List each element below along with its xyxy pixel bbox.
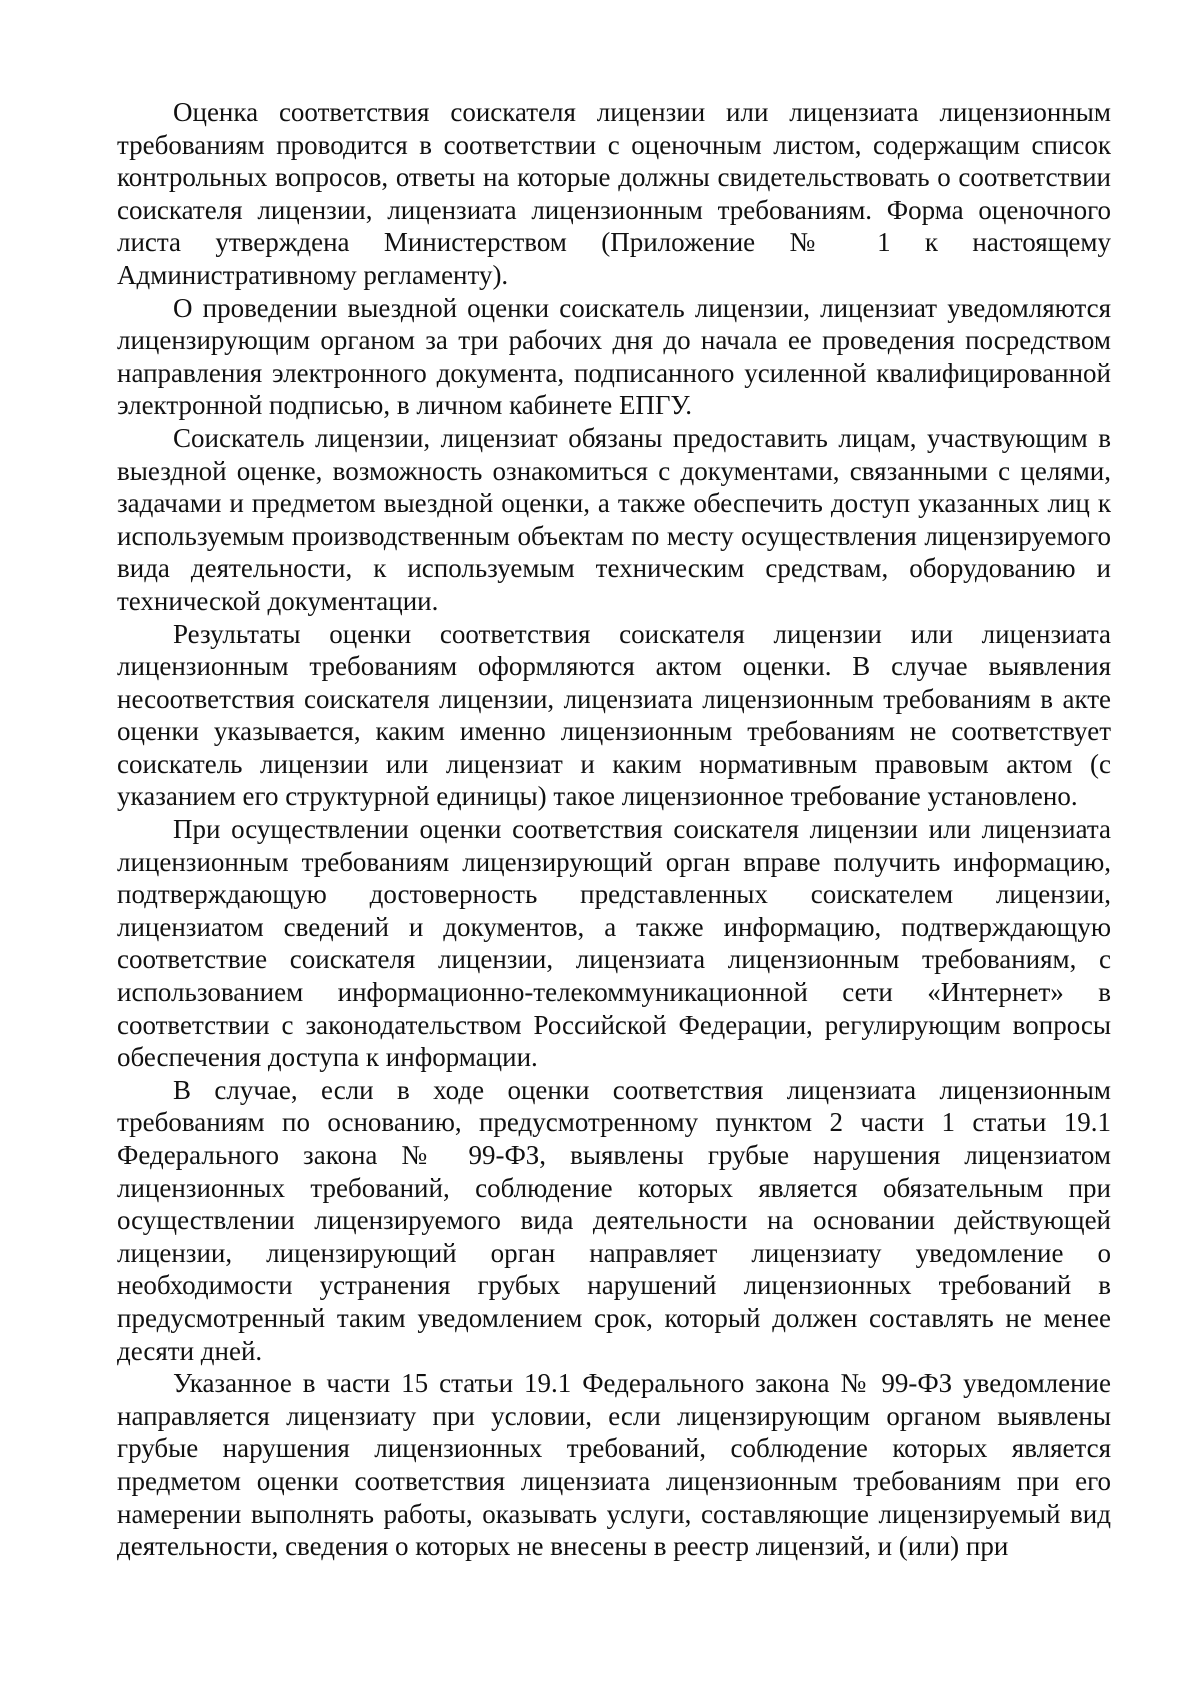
paragraph-assessment-form: Оценка соответствия соискателя лицензии или лицензиата лицензионным требованиям проводится в соответствии с оценочным листом, содержащим список контрольных вопросов, ответы на которые должны свидетельствовать о соответствии соискателя лицензии, лицензиата лицензионным требованиям. Форма оценочного листа утверждена Министерством (Приложение № 1 к настоящему Административному регламенту). [117,97,1111,290]
document-body [117,96,1111,1563]
paragraph-assessment-results: Результаты оценки соответствия соискателя лицензии или лицензиата лицензионным требованиям оформляются актом оценки. В случае выявления несоответствия соискателя лицензии, лицензиата лицензионным требованиям в акте оценки указывается, каким именно лицензионным требованиям не соответствует соискатель лицензии или лицензиат и каким нормативным правовым актом (с указанием его структурной единицы) такое лицензионное требование установлено. [117,618,1111,812]
paragraph-gross-violations: В случае, если в ходе оценки соответствия лицензиата лицензионным требованиям по основанию, предусмотренному пунктом 2 части 1 статьи 19.1 Федерального закона № 99-ФЗ, выявлены грубые нарушения лицензиатом лицензионных требований, соблюдение которых является обязательным при осуществлении лицензируемого вида деятельности на основании действующей лицензии, лицензирующий орган направляет лицензиату уведомление о необходимости устранения грубых нарушений лицензионных требований в предусмотренный таким уведомлением срок, который должен составлять не менее десяти дней. [117,1074,1111,1366]
paragraph-information-request: При осуществлении оценки соответствия соискателя лицензии или лицензиата лицензионным требованиям лицензирующий орган вправе получить информацию, подтверждающую достоверность представленных соискателем лицензии, лицензиатом сведений и документов, а также информацию, подтверждающую соответствие соискателя лицензии, лицензиата лицензионным требованиям, с использованием информационно-телекоммуникационной сети «Интернет» в соответствии с законодательством Российской Федерации, регулирующим вопросы обеспечения доступа к информации. [117,814,1111,1073]
paragraph-notification-conditions: Указанное в части 15 статьи 19.1 Федерального закона № 99-ФЗ уведомление направляется лицензиату при условии, если лицензирующим органом выявлены грубые нарушения лицензионных требований, соблюдение которых является предметом оценки соответствия лицензиата лицензионным требованиям при его намерении выполнять работы, оказывать услуги, составляющие лицензируемый вид деятельности, сведения о которых не внесены в реестр лицензий, и (или) при [117,1368,1111,1562]
paragraph-access-obligations: Соискатель лицензии, лицензиат обязаны предоставить лицам, участвующим в выездной оценке, возможность ознакомиться с документами, связанными с целями, задачами и предметом выездной оценки, а также обеспечить доступ указанных лиц к используемым производственным объектам по месту осуществления лицензируемого вида деятельности, к используемым техническим средствам, оборудованию и технической документации. [117,422,1111,616]
paragraph-onsite-notification: О проведении выездной оценки соискатель лицензии, лицензиат уведомляются лицензирующим органом за три рабочих дня до начала ее проведения посредством направления электронного документа, подписанного усиленной квалифицированной электронной подписью, в личном кабинете ЕПГУ. [117,292,1111,421]
